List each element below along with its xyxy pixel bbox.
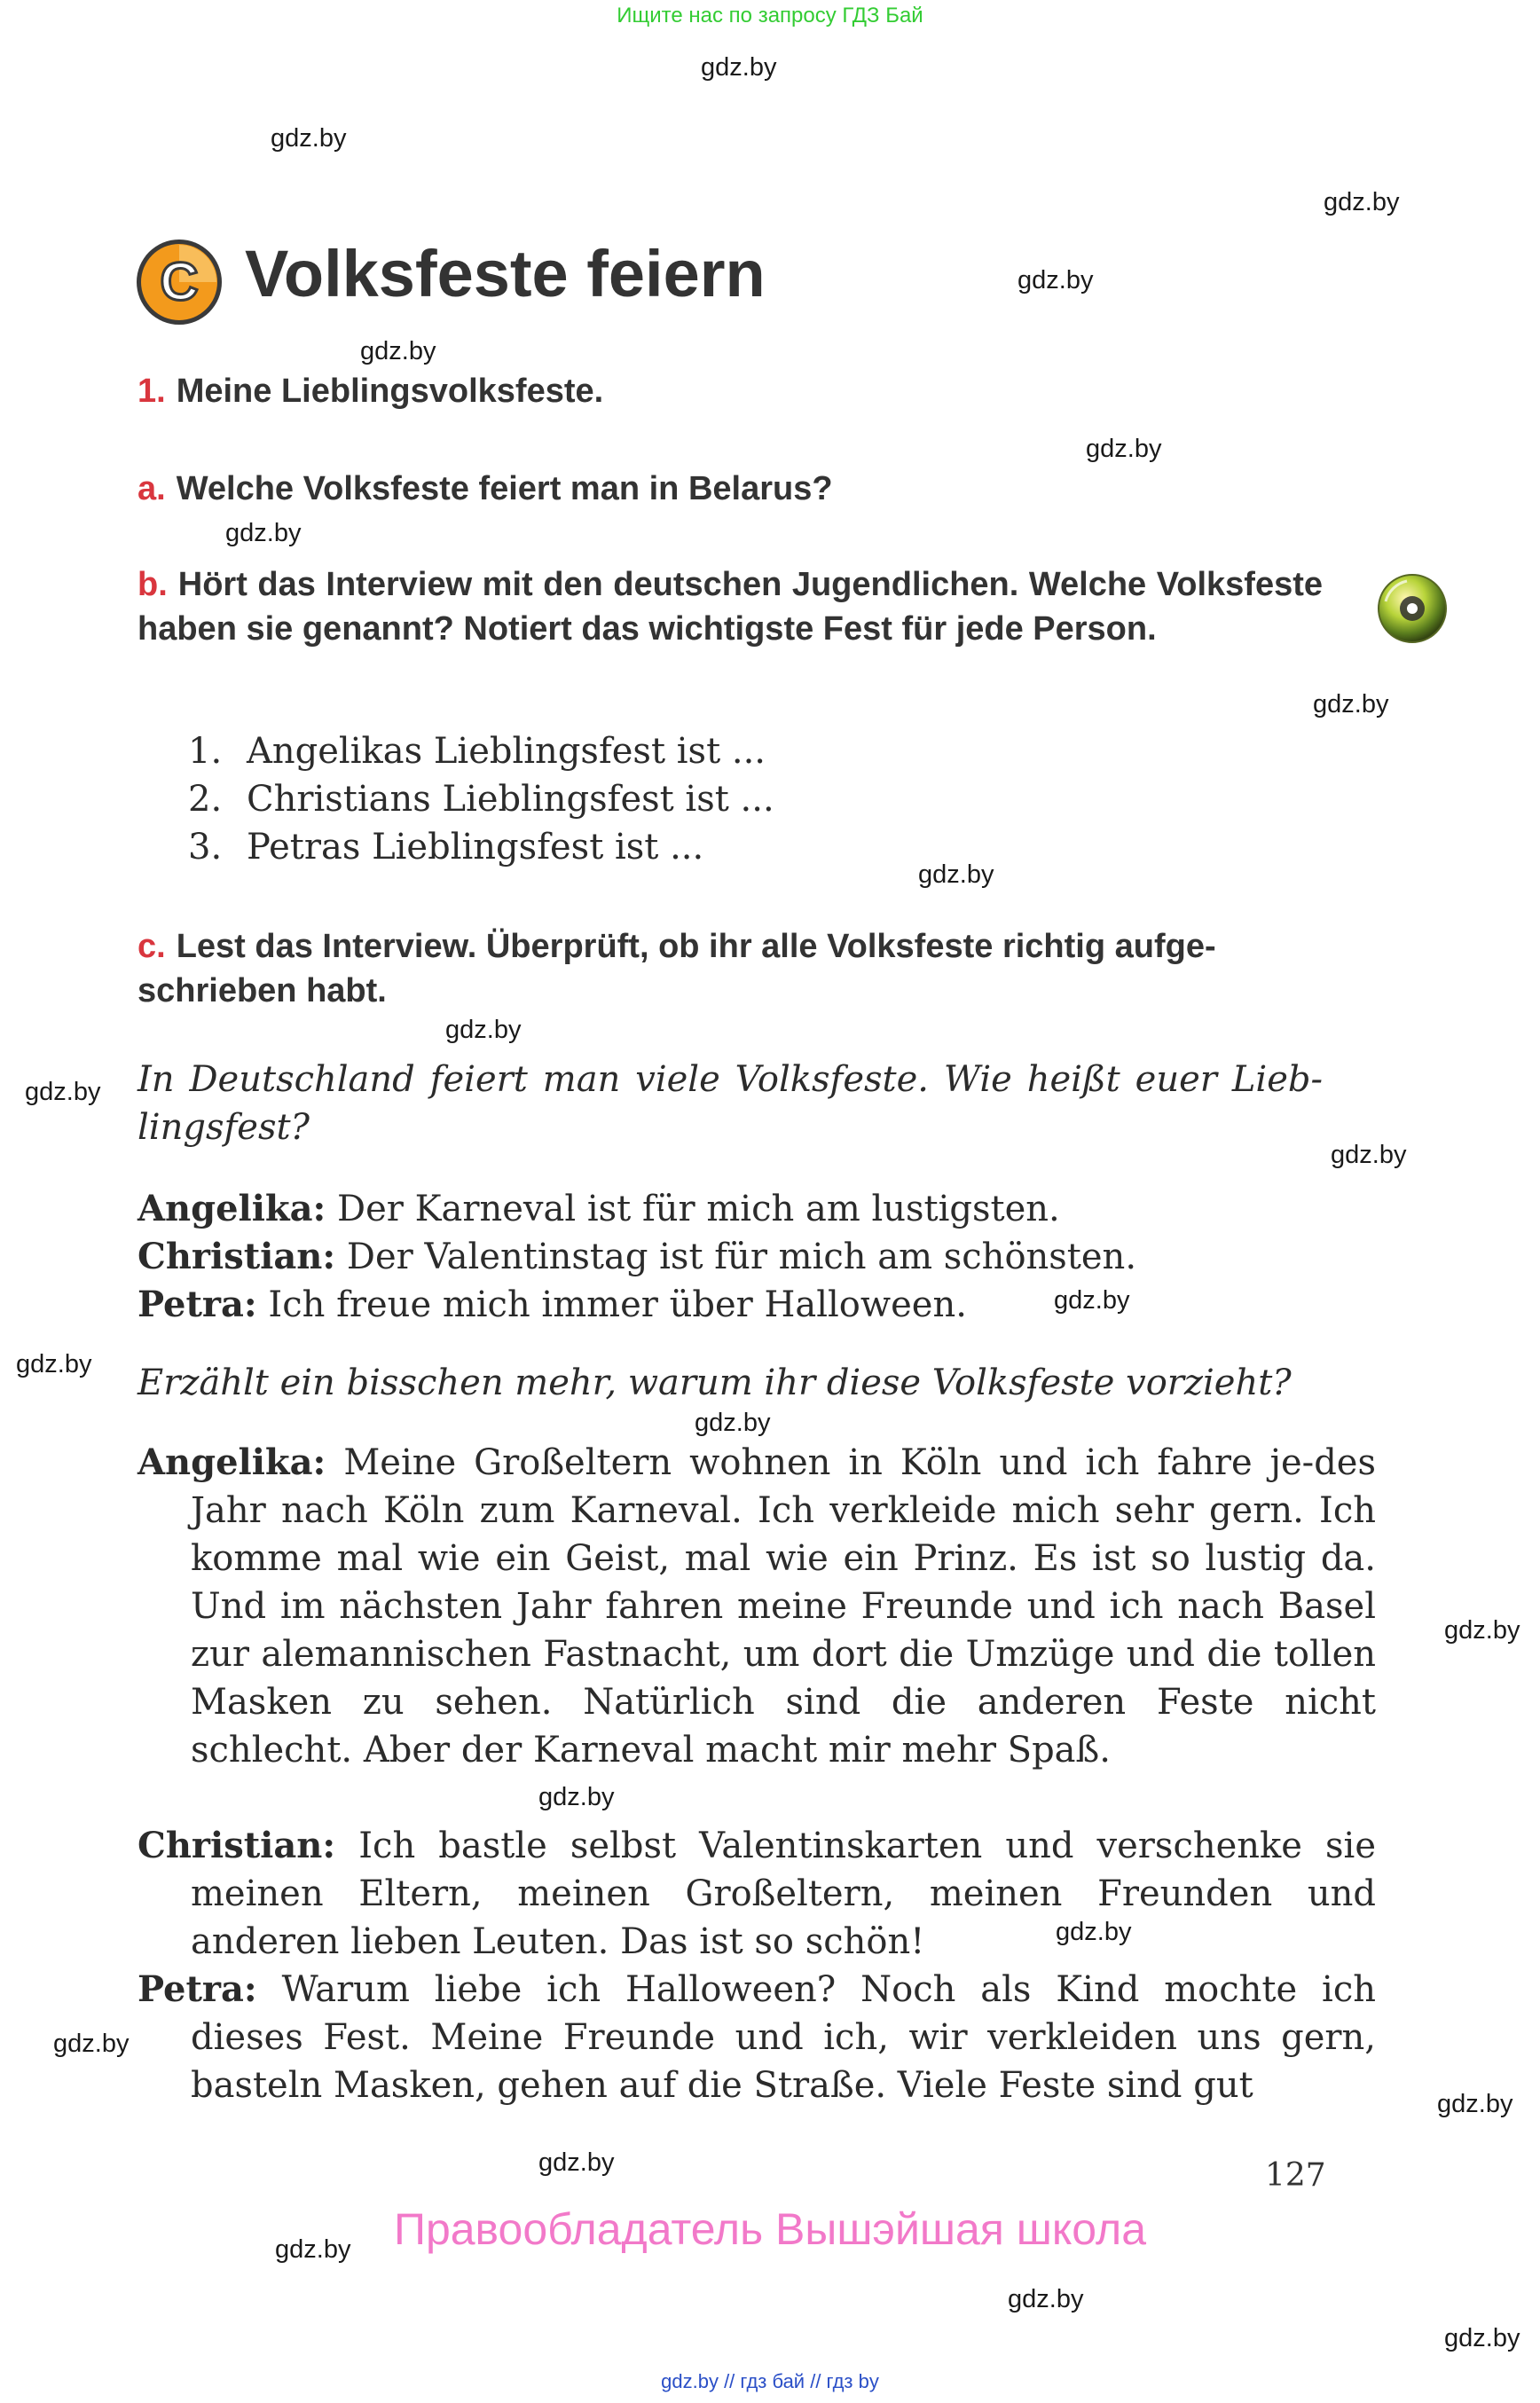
list-item xyxy=(188,823,774,871)
watermark: gdz.by xyxy=(1437,2090,1513,2118)
answer-line xyxy=(138,1185,1060,1233)
speaker-name: Petra: xyxy=(138,1284,257,1325)
task-a-label: a. xyxy=(138,470,166,507)
list-text: Angelikas Lieblingsfest ist ... xyxy=(247,731,766,772)
task-c-label: c. xyxy=(138,928,166,965)
answer-text: Warum liebe ich Halloween? Noch als Kind mochte ich dieses Fest. Meine Freunde und ich, wir verkleiden uns gern, basteln Masken, gehen auf die Straße. Viele Feste sind gut xyxy=(191,1969,1376,2106)
answer-paragraph xyxy=(138,1966,1376,2109)
watermark: gdz.by xyxy=(1331,1141,1407,1169)
watermark: gdz.by xyxy=(275,2235,351,2264)
section-c-icon xyxy=(135,238,224,326)
list-item xyxy=(188,727,774,775)
answer-text: Meine Großeltern wohnen in Köln und ich fahre je-des Jahr nach Köln zum Karneval. Ich verkleide mich sehr gern. Ich komme mal wie ein Geist, mal wie ein Prinz. Es ist so lustig da. Und im nächsten Jahr fahren meine Freunde und ich nach Basel zur alemannischen Fastnacht, um dort die Umzüge und die tollen Masken zu sehen. Natürlich sind die anderen Feste nicht schlecht. Aber der Karneval macht mir mehr Spaß. xyxy=(191,1442,1377,1771)
answer-text: Der Karneval ist für mich am lustigsten. xyxy=(337,1189,1060,1229)
interview-question-1: In Deutschland feiert man viele Volksfeste. Wie heißt euer Lieb-lingsfest? xyxy=(138,1059,1323,1148)
task-1 xyxy=(138,369,603,413)
watermark: gdz.by xyxy=(1444,1616,1520,1645)
task-c xyxy=(138,924,1323,1013)
watermark: gdz.by xyxy=(918,860,994,889)
answer-paragraph xyxy=(138,1439,1376,1774)
speaker-name: Angelika: xyxy=(138,1188,326,1229)
watermark: gdz.by xyxy=(445,1016,522,1044)
watermark: gdz.by xyxy=(701,53,777,82)
task-b-text: Hört das Interview mit den deutschen Jugendlichen. Welche Volksfeste haben sie genannt? Notiert das wichtigste Fest für jede Person. xyxy=(138,566,1323,648)
answer-text: Der Valentinstag ist für mich am schönsten. xyxy=(346,1237,1137,1277)
watermark: gdz.by xyxy=(1008,2285,1084,2313)
section-letter: C xyxy=(160,252,199,311)
list-text: Petras Lieblingsfest ist ... xyxy=(247,827,704,868)
watermark: gdz.by xyxy=(1086,435,1162,463)
watermark: gdz.by xyxy=(1444,2324,1520,2352)
watermark: gdz.by xyxy=(538,2148,615,2177)
answer-line xyxy=(138,1233,1136,1281)
list-number: 1. xyxy=(188,731,223,772)
watermark: gdz.by xyxy=(360,337,436,365)
answer-text: Ich bastle selbst Valentinskarten und verschenke sie meinen Eltern, meinen Großeltern, meinen Freunden und anderen lieben Leuten. Das ist so schön! xyxy=(191,1826,1377,1962)
task-c-text: Lest das Interview. Überprüft, ob ihr alle Volksfeste richtig aufge-schrieben habt. xyxy=(138,928,1216,1009)
task-a-text: Welche Volksfeste feiert man in Belarus? xyxy=(176,470,833,507)
speaker-name: Christian: xyxy=(138,1236,336,1277)
page-number: 127 xyxy=(1265,2157,1326,2194)
watermark: gdz.by xyxy=(25,1078,101,1106)
watermark: gdz.by xyxy=(695,1409,771,1437)
list-item xyxy=(188,775,774,823)
answer-line xyxy=(138,1281,967,1329)
watermark: gdz.by xyxy=(53,2030,130,2058)
watermark: gdz.by xyxy=(271,124,347,153)
task-a xyxy=(138,467,833,511)
list-number: 3. xyxy=(188,827,223,868)
watermark: gdz.by xyxy=(1313,690,1389,719)
task-1-text: Meine Lieblingsvolksfeste. xyxy=(176,373,604,410)
task-b xyxy=(138,562,1323,651)
top-banner[interactable]: Ищите нас по запросу ГДЗ Бай xyxy=(617,4,923,27)
speaker-name: Angelika: xyxy=(138,1441,326,1483)
copyright-owner: Правообладатель Вышэйшая школа xyxy=(394,2204,1146,2254)
task-b-label: b. xyxy=(138,566,168,603)
section-title: Volksfeste feiern xyxy=(245,237,766,310)
watermark: gdz.by xyxy=(538,1783,615,1811)
answer-text: Ich freue mich immer über Halloween. xyxy=(268,1284,967,1325)
watermark: gdz.by xyxy=(16,1350,92,1378)
footer-links[interactable]: gdz.by // гдз бай // гдз by xyxy=(661,2370,879,2392)
audio-cd-icon[interactable] xyxy=(1377,573,1448,644)
list-number: 2. xyxy=(188,779,223,820)
watermark: gdz.by xyxy=(1056,1918,1132,1946)
watermark: gdz.by xyxy=(1018,266,1094,294)
list-text: Christians Lieblingsfest ist ... xyxy=(247,779,774,820)
answer-list xyxy=(188,727,774,871)
watermark: gdz.by xyxy=(1054,1286,1130,1315)
task-1-label: 1. xyxy=(138,373,166,410)
watermark: gdz.by xyxy=(1324,188,1400,216)
speaker-name: Petra: xyxy=(138,1968,257,2010)
answer-paragraph xyxy=(138,1822,1376,1966)
interview-question-2: Erzählt ein bisschen mehr, warum ihr diese Volksfeste vorzieht? xyxy=(138,1362,1292,1403)
watermark: gdz.by xyxy=(225,519,302,547)
speaker-name: Christian: xyxy=(138,1825,336,1866)
